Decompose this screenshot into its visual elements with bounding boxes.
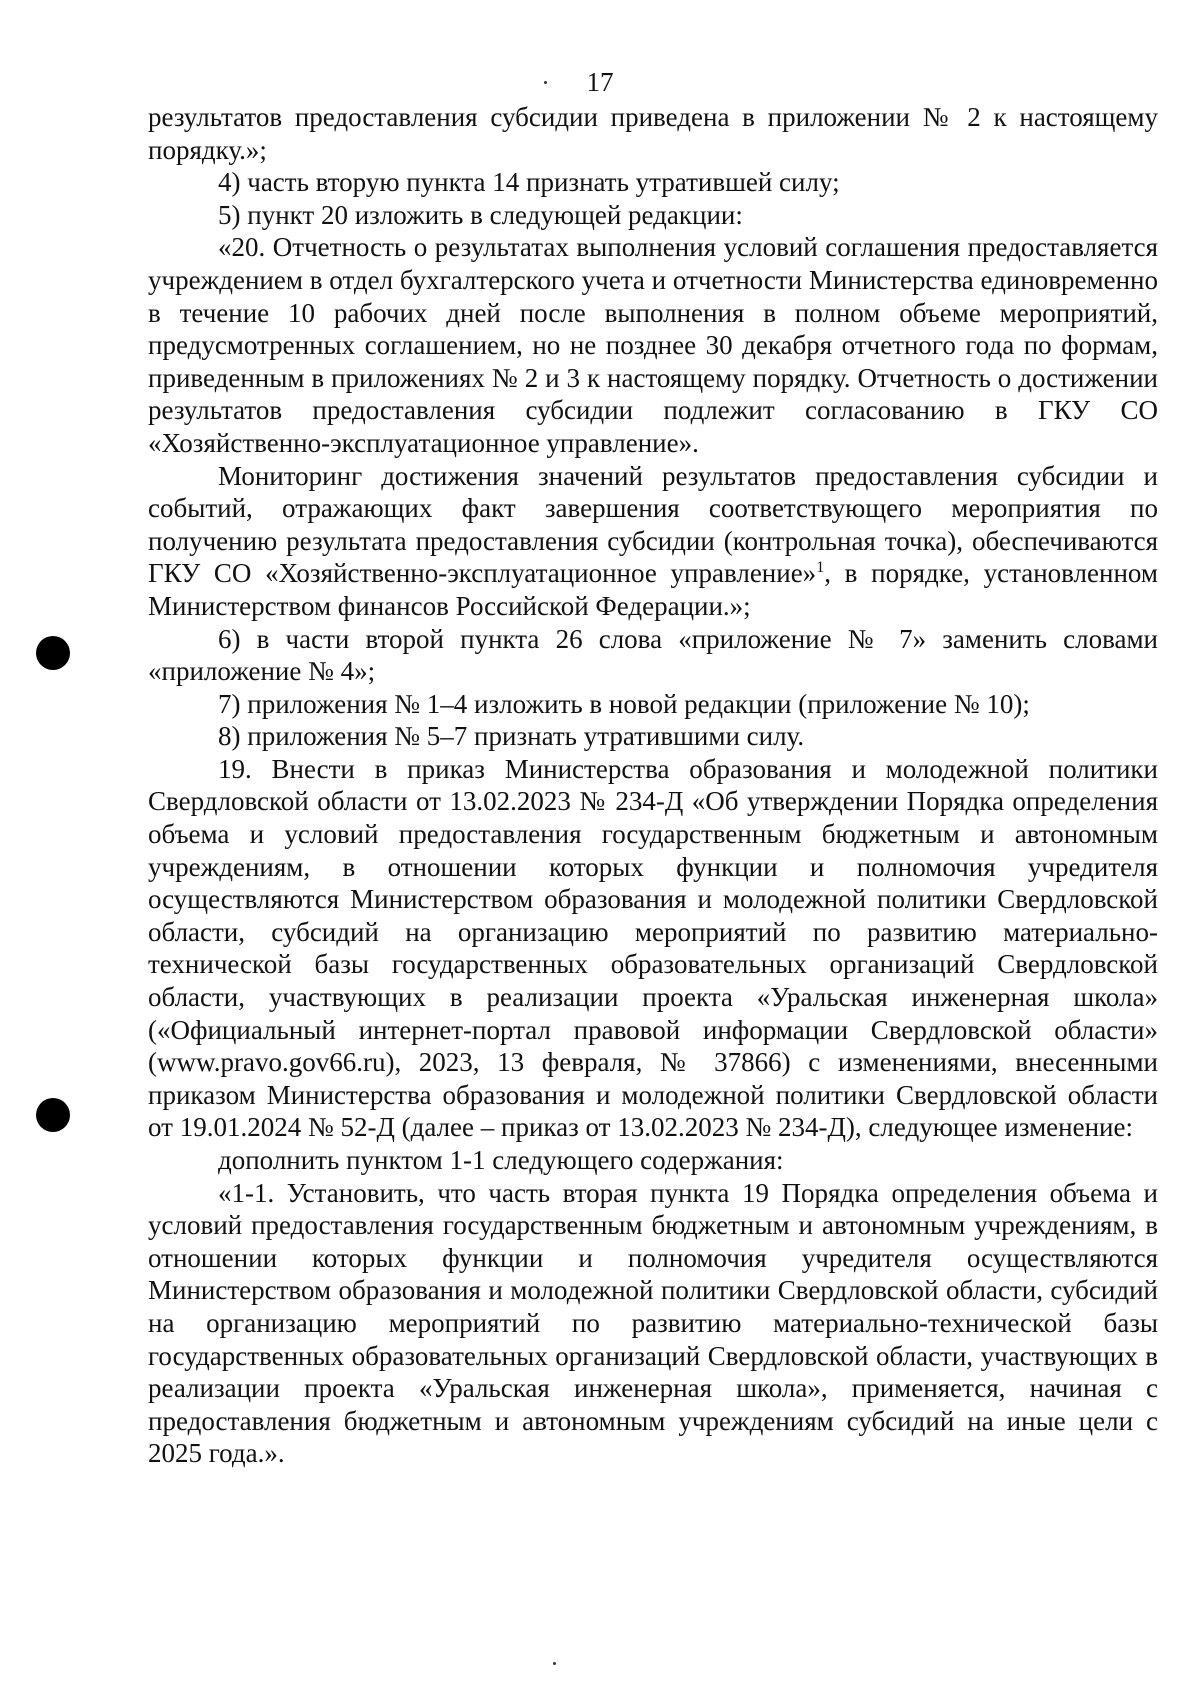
monitoring-tail: ,	[824, 558, 831, 589]
paragraph-point-20: «20. Отчетность о результатах выполнения условий соглашения предоставляется учреждением в отдел бухгалтерского учета и отчетности Министерства единовременно в течение 10 рабочих дней после выполнения в полном объеме мероприятий, предусмотренных соглашением, но не позднее 30 декабря отчетного года по формам, приведенным в приложениях № 2 и 3 к настоящему порядку. Отчетность о достижении результатов предоставления субсидии подлежит согласованию в ГКУ СО «Хозяйственно-эксплуатационное управление».	[148, 232, 1158, 458]
paragraph-monitoring	[148, 460, 1158, 623]
paragraph-point-19: 19. Внести в приказ Министерства образования и молодежной политики Свердловской области от 13.02.2023 № 234-Д «Об утверждении Порядка определения объема и условий предоставления государственным бюджетным и автономным учреждениям, в отношении которых функции и полномочия учредителя осуществляются Министерством образования и молодежной политики Свердловской области, субсидий на организацию мероприятий по развитию материально-технической базы государственных образовательных организаций Свердловской области, участвующих в реализации проекта «Уральская инженерная школа» («Официальный интернет-портал правовой информации Свердловской области» (www.pravo.gov66.ru), 2023, 13 февраля, № 37866) с изменениями, внесенными приказом Министерства образования и молодежной политики Свердловской области от 19.01.2024 № 52-Д (далее – приказ от 13.02.2023 № 234-Д), следующее изменение:	[148, 753, 1158, 1143]
paragraph-item-6: 6) в части второй пункта 26 слова «приложение № 7» заменить словами «приложение № 4»;	[148, 623, 1158, 687]
document-body	[148, 101, 1158, 1470]
monitoring-text: Мониторинг достижения значений результатов предоставления субсидии и событий, отражающих факт завершения соответствующего мероприятия по получению результата предоставления субсидии (контрольная точка), обеспечиваются ГКУ СО «Хозяйственно-эксплуатационное управление»	[148, 460, 1158, 589]
paragraph-add-point: дополнить пунктом 1-1 следующего содержания:	[218, 1145, 784, 1175]
footnote-mark: 1	[816, 559, 825, 577]
scan-speck	[553, 1662, 556, 1665]
paragraph-item-8: 8) приложения № 5–7 признать утратившими силу.	[218, 721, 805, 752]
paragraph-point-1-1: «1-1. Установить, что часть вторая пункта 19 Порядка определения объема и условий предоставления государственным бюджетным и автономным учреждениям, в отношении которых функции и полномочия учредителя осуществляются Министерством образования и молодежной политики Свердловской области, субсидий на организацию мероприятий по развитию материально-технической базы государственных образовательных организаций Свердловской области, участвующих в реализации проекта «Уральская инженерная школа», применяется, начиная с предоставления бюджетным и автономным учреждениям субсидий на иные цели с 2025 года.».	[148, 1177, 1158, 1469]
scan-speck	[544, 81, 547, 84]
paragraph-item-5: 5) пункт 20 изложить в следующей редакции:	[218, 199, 743, 230]
page-number: 17	[586, 67, 614, 97]
monitoring-continuation: в порядке, установленном Министерством финансов Российской Федерации.»;	[148, 558, 1158, 621]
punch-hole	[36, 1098, 70, 1132]
punch-hole	[36, 636, 70, 670]
paragraph-item-7: 7) приложения № 1–4 изложить в новой редакции (приложение № 10);	[218, 688, 1030, 719]
paragraph-continuation: результатов предоставления субсидии приведена в приложении № 2 к настоящему порядку.»;	[148, 102, 1158, 165]
paragraph-item-4: 4) часть вторую пункта 14 признать утратившей силу;	[218, 167, 840, 198]
